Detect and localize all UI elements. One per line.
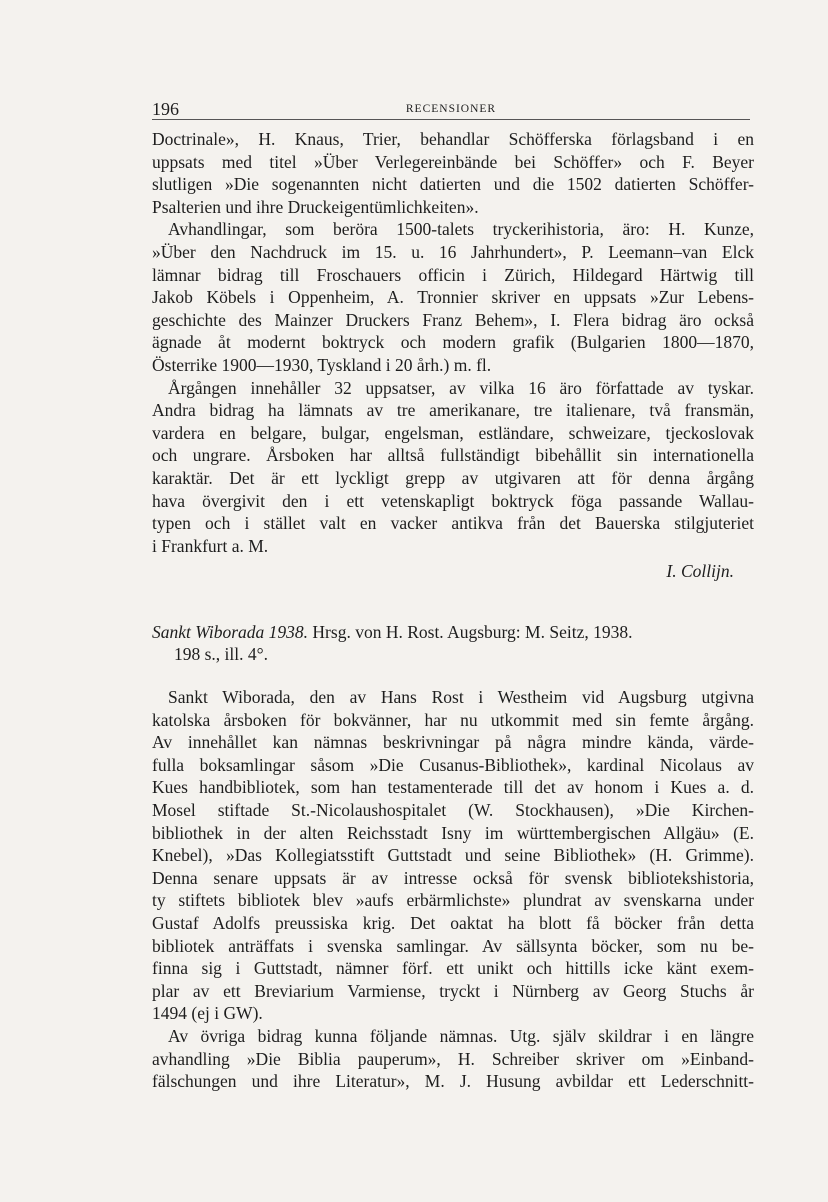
text-line: hava övergivit den i ett vetenskapligt boktryck föga passande Wallau-: [152, 490, 754, 511]
text-line: avhandling »Die Biblia pauperum», H. Schreiber skriver om »Einband-: [152, 1048, 754, 1069]
text-line: typen och i stället valt en vacker antikva från det Bauerska stilgjuteriet: [152, 513, 754, 534]
text-line: Av innehållet kan nämnas beskrivningar på några mindre kända, värde-: [152, 732, 754, 753]
text-line: katolska årsboken för bokvänner, har nu utkommit med sin femte årgång.: [152, 709, 754, 730]
text-line: geschichte des Mainzer Druckers Franz Behem», I. Flera bidrag äro också: [152, 309, 754, 330]
text-line: fulla boksamlingar såsom »Die Cusanus-Bibliothek», kardinal Nicolaus av: [152, 754, 754, 775]
text-line: Jakob Köbels i Oppenheim, A. Tronnier skriver en uppsats »Zur Lebens-: [152, 287, 754, 308]
text-line: finna sig i Guttstadt, nämner förf. ett unikt och hittills icke känt exem-: [152, 958, 754, 979]
text-line: uppsats med titel »Über Verlegereinbände bei Schöffer» och F. Beyer: [152, 151, 754, 172]
text-line: Knebel), »Das Kollegiatsstift Guttstadt und seine Bibliothek» (H. Grimme).: [152, 845, 754, 866]
text-line: Doctrinale», H. Knaus, Trier, behandlar Schöfferska förlagsband i en: [152, 129, 754, 149]
text-line: Årgången innehåller 32 uppsatser, av vilka 16 äro författade av tyskar.: [168, 377, 754, 398]
text-line: Gustaf Adolfs preussiska krig. Det oaktat ha blott få böcker från detta: [152, 913, 754, 933]
section-gap: [152, 583, 754, 621]
text-line: Mosel stiftade St.-Nicolaushospitalet (W. Stockhausen), »Die Kirchen-: [152, 800, 754, 821]
body-text: [152, 128, 754, 1093]
text-line: Kues handbibliotek, som han testamenterade till det av honom i Kues a. d.: [152, 777, 754, 798]
text-line: plar av ett Breviarium Varmiense, tryckt i Nürnberg av Georg Stuchs år: [152, 980, 754, 1001]
text-line: »Über den Nachdruck im 15. u. 16 Jahrhundert», P. Leemann–van Elck: [152, 241, 754, 262]
text-line: Avhandlingar, som beröra 1500-talets tryckerihistoria, äro: H. Kunze,: [168, 219, 754, 240]
citation-details: Hrsg. von H. Rost. Augsburg: M. Seitz, 1938.: [308, 621, 633, 642]
text-line: ty stiftets bibliotek blev »aufs erbärmlichste» plundrat av svenskarna under: [152, 890, 754, 911]
page-header: [152, 99, 750, 120]
page-number: 196: [152, 99, 179, 119]
text-line: fälschungen und ihre Literatur», M. J. Husung avbildar ett Lederschnitt-: [152, 1071, 754, 1092]
text-line: Denna senare uppsats är av intresse också för svensk bibliotekshistoria,: [152, 867, 754, 888]
text-line: karaktär. Det är ett lyckligt grepp av utgivaren att för denna årgång: [152, 467, 754, 488]
text-line: lämnar bidrag till Froschauers officin i Zürich, Hildegard Härtwig till: [152, 264, 754, 285]
text-line: slutligen »Die sogenannten nicht datierten und die 1502 datierten Schöffer-: [152, 174, 754, 195]
citation-line-2: 198 s., ill. 4°.: [174, 644, 269, 665]
reviewer-signature: I. Collijn.: [666, 561, 734, 582]
text-line: Österrike 1900—1930, Tyskland i 20 årh.) m. fl.: [152, 354, 492, 375]
citation-title: Sankt Wiborada 1938.: [152, 621, 309, 642]
text-line: 1494 (ej i GW).: [152, 1003, 263, 1024]
text-line: Av övriga bidrag kunna följande nämnas. Utg. själv skildrar i en längre: [168, 1025, 754, 1046]
text-line: Sankt Wiborada, den av Hans Rost i Westheim vid Augsburg utgivna: [168, 687, 754, 708]
text-line: bibliothek in der alten Reichsstadt Isny im württembergischen Allgäu» (E.: [152, 822, 754, 843]
text-line: Psalterien und ihre Druckeigentümlichkeiten».: [152, 196, 479, 217]
citation-line: [152, 621, 754, 644]
text-line: bibliotek anträffats i svenska samlingar. Av sällsynta böcker, som nu be-: [152, 935, 754, 956]
text-line: i Frankfurt a. M.: [152, 535, 269, 556]
citation-gap: [152, 666, 754, 686]
text-line: ägnade åt modernt boktryck och modern grafik (Bulgarien 1800—1870,: [152, 332, 754, 353]
running-head: RECENSIONER: [405, 103, 497, 115]
text-line: Andra bidrag ha lämnats av tre amerikanare, tre italienare, två fransmän,: [152, 400, 754, 421]
text-line: vardera en belgare, bulgar, engelsman, estländare, schweizare, tjeckoslovak: [152, 422, 754, 443]
text-line: och ungrare. Årsboken har alltså fullständigt bibehållit sin internationella: [152, 445, 754, 466]
